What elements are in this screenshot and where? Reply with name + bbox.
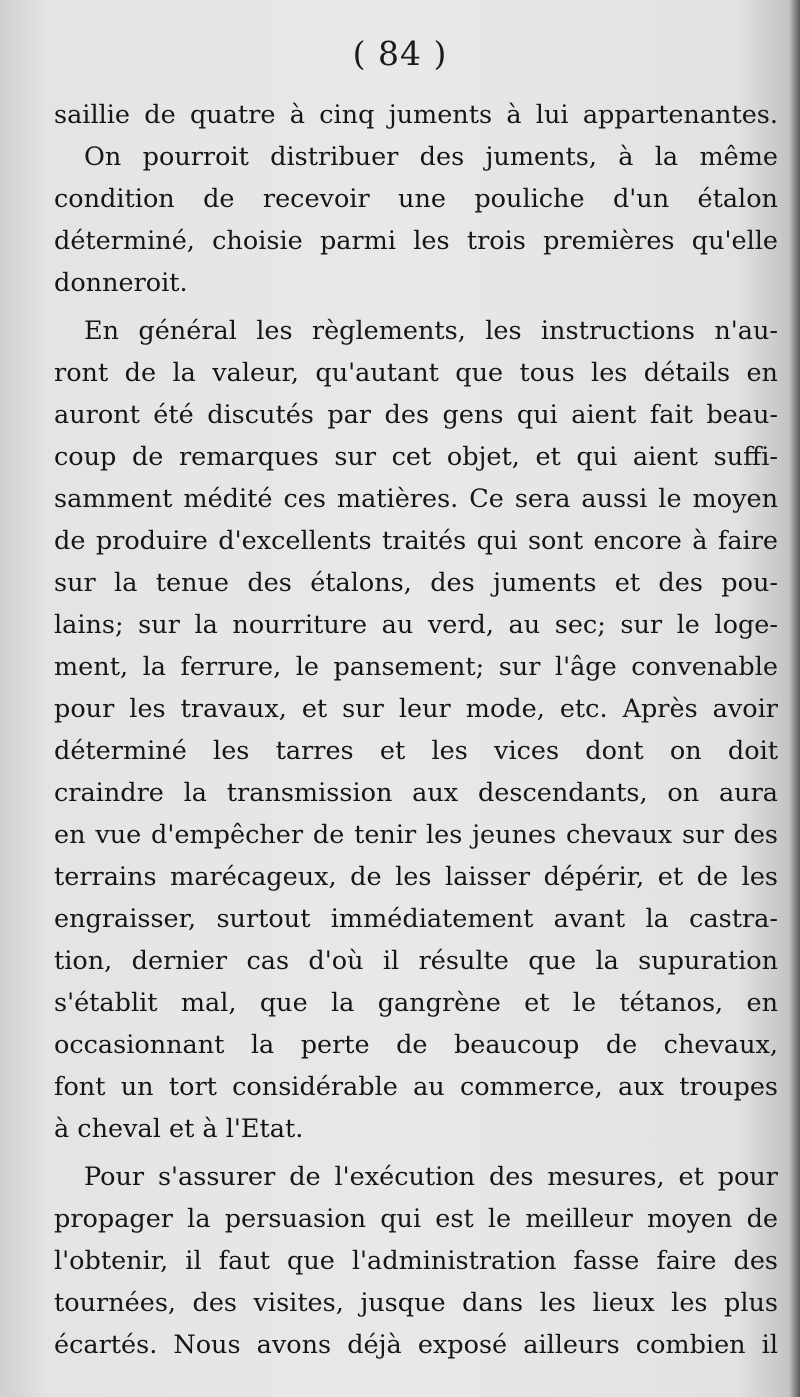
text-line: déterminé les tarres et les vices dont on doit: [54, 736, 778, 766]
text-line: pour les travaux, et sur leur mode, etc. Après avoir: [54, 694, 778, 724]
text-line: ront de la valeur, qu'autant que tous les détails en: [54, 358, 778, 388]
text-line: lains; sur la nourriture au verd, au sec; sur le loge-: [54, 610, 778, 640]
text-line: donneroit.: [54, 268, 188, 298]
text-line: craindre la transmission aux descendants, on aura: [54, 778, 778, 808]
text-line: condition de recevoir une pouliche d'un étalon: [54, 184, 778, 214]
text-line: On pourroit distribuer des juments, à la même: [84, 142, 778, 172]
text-line: Pour s'assurer de l'exécution des mesures, et pour: [84, 1162, 778, 1192]
text-line: ment, la ferrure, le pansement; sur l'âge convenable: [54, 652, 778, 682]
page-number: ( 84 ): [352, 34, 448, 73]
text-line: En général les règlements, les instructions n'au-: [84, 316, 778, 346]
text-line: coup de remarques sur cet objet, et qui aient suffi-: [54, 442, 778, 472]
text-line: écartés. Nous avons déjà exposé ailleurs combien il: [54, 1330, 778, 1360]
text-line: tion, dernier cas d'où il résulte que la supuration: [54, 946, 778, 976]
paragraph: [54, 94, 778, 136]
text-line: auront été discutés par des gens qui aient fait beau-: [54, 400, 778, 430]
text-line: terrains marécageux, de les laisser dépérir, et de les: [54, 862, 778, 892]
text-line: propager la persuasion qui est le meilleur moyen de: [54, 1204, 778, 1234]
paragraph: [54, 136, 778, 304]
text-line: déterminé, choisie parmi les trois premières qu'elle: [54, 226, 778, 256]
text-line: l'obtenir, il faut que l'administration fasse faire des: [54, 1246, 778, 1276]
text-line: font un tort considérable au commerce, aux troupes: [54, 1072, 778, 1102]
paragraph: [54, 310, 778, 1150]
text-line: s'établit mal, que la gangrène et le tétanos, en: [54, 988, 778, 1018]
text-line: en vue d'empêcher de tenir les jeunes chevaux sur des: [54, 820, 778, 850]
body-text: [54, 94, 778, 1366]
paragraph: [54, 1156, 778, 1366]
text-line: tournées, des visites, jusque dans les lieux les plus: [54, 1288, 778, 1318]
text-line: à cheval et à l'Etat.: [54, 1114, 304, 1144]
text-line: occasionnant la perte de beaucoup de chevaux,: [54, 1030, 778, 1060]
text-line: sur la tenue des étalons, des juments et des pou-: [54, 568, 778, 598]
text-line: engraisser, surtout immédiatement avant la castra-: [54, 904, 778, 934]
text-line: de produire d'excellents traités qui sont encore à faire: [54, 526, 778, 556]
text-line: saillie de quatre à cinq juments à lui appartenantes.: [54, 100, 778, 130]
text-line: samment médité ces matières. Ce sera aussi le moyen: [54, 484, 778, 514]
page-edge-shadow: [790, 0, 800, 1397]
